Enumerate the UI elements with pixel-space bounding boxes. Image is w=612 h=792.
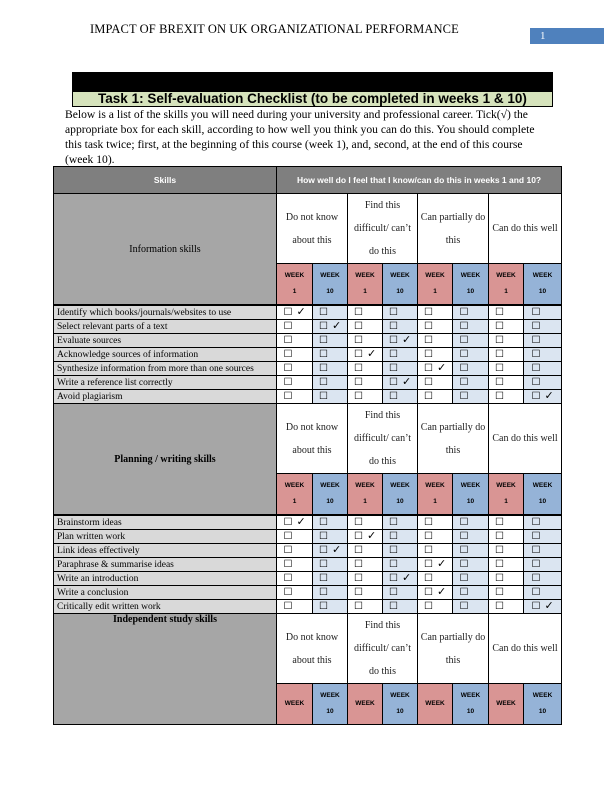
week-header <box>313 264 348 306</box>
option-header: Can partially do this <box>418 194 489 264</box>
table-row <box>54 572 562 586</box>
checkbox[interactable]: ☐ <box>531 516 541 528</box>
checkbox[interactable]: ☐ <box>424 516 433 528</box>
checkbox[interactable]: ☐ <box>354 349 363 360</box>
week-number: 10 <box>396 498 404 505</box>
checkbox[interactable]: ☐ <box>459 544 469 556</box>
checkbox[interactable]: ☐ <box>389 530 398 542</box>
checkbox[interactable]: ☐ <box>283 530 293 542</box>
checkbox[interactable]: ☐ <box>354 531 363 542</box>
checkbox[interactable]: ☐ <box>283 558 293 570</box>
checkbox[interactable]: ☐ <box>424 334 433 346</box>
tick-mark-icon: ✓ <box>366 348 377 360</box>
week-header <box>348 474 383 516</box>
checkbox[interactable]: ☐ <box>319 558 328 570</box>
tick-mark-icon: ✓ <box>544 600 554 612</box>
table-row <box>54 376 562 390</box>
checkbox[interactable]: ☐ <box>459 586 469 598</box>
checkbox[interactable]: ☐ <box>495 558 504 570</box>
week-number: 10 <box>538 708 547 715</box>
skills-checklist-table <box>53 166 562 725</box>
checkbox[interactable]: ☐ <box>495 530 504 542</box>
checkbox[interactable]: ☐ <box>283 334 293 346</box>
week-header <box>524 684 562 725</box>
checkbox[interactable]: ☐ <box>354 586 363 598</box>
week-header <box>453 684 489 725</box>
checkbox[interactable]: ☐ <box>459 320 469 332</box>
checkbox[interactable]: ☐ <box>354 516 363 528</box>
week-number: 10 <box>396 708 404 715</box>
checkbox[interactable]: ☐ <box>495 572 504 584</box>
week-label: WEEK <box>390 692 410 699</box>
week-number: 10 <box>326 708 334 715</box>
tick-mark-icon: ✓ <box>366 530 377 542</box>
skill-label: Write a conclusion <box>54 586 277 600</box>
checkbox[interactable]: ☐ <box>283 544 293 556</box>
checkbox[interactable]: ☐ <box>531 362 541 374</box>
checkbox[interactable]: ☐ <box>319 321 328 332</box>
week-label: WEEK <box>390 272 410 279</box>
checkbox[interactable]: ☐ <box>389 348 398 360</box>
section-label: Independent study skills <box>54 614 277 725</box>
skill-label: Link ideas effectively <box>54 544 277 558</box>
week-label: WEEK <box>425 700 445 707</box>
option-header: Can do this well <box>489 404 562 474</box>
week-label: WEEK <box>284 482 305 489</box>
checkbox[interactable]: ☐ <box>459 390 469 402</box>
checkbox[interactable]: ☐ <box>424 376 433 388</box>
checkbox[interactable]: ☐ <box>531 586 541 598</box>
checkbox[interactable]: ☐ <box>283 586 293 598</box>
checkbox[interactable]: ☐ <box>531 601 541 612</box>
week-label: WEEK <box>496 700 516 707</box>
checkbox[interactable]: ☐ <box>531 348 541 360</box>
skill-label: Synthesize information from more than one sources <box>54 362 277 376</box>
week-number: 10 <box>466 288 475 295</box>
question-column-header: How well do I feel that I know/can do this in weeks 1 and 10? <box>277 167 562 194</box>
week-header <box>453 474 489 516</box>
tick-mark-icon: ✓ <box>401 376 412 388</box>
checkbox[interactable]: ☐ <box>495 376 504 388</box>
table-row <box>54 515 562 530</box>
table-row <box>54 558 562 572</box>
checkbox[interactable]: ☐ <box>389 320 398 332</box>
checkbox[interactable]: ☐ <box>354 376 363 388</box>
week-header <box>453 264 489 306</box>
option-header: Can do this well <box>489 194 562 264</box>
checkbox[interactable]: ☐ <box>495 334 504 346</box>
week-label: WEEK <box>320 482 340 489</box>
table-row <box>54 320 562 334</box>
week-header <box>277 264 313 306</box>
checkbox[interactable]: ☐ <box>283 376 293 388</box>
checkbox[interactable]: ☐ <box>319 376 328 388</box>
task-title: Task 1: Self-evaluation Checklist (to be completed in weeks 1 & 10) <box>72 91 553 107</box>
week-label: WEEK <box>390 482 410 489</box>
week-header <box>313 474 348 516</box>
running-header: IMPACT OF BREXIT ON UK ORGANIZATIONAL PERFORMANCE <box>90 22 459 36</box>
checkbox[interactable]: ☐ <box>495 306 504 318</box>
week-number: 10 <box>466 708 475 715</box>
page-number: 1 <box>530 28 604 44</box>
week-number: 10 <box>466 498 475 505</box>
checkbox[interactable]: ☐ <box>283 600 293 612</box>
checkbox[interactable]: ☐ <box>424 390 433 402</box>
week-number: 10 <box>326 288 334 295</box>
week-number: 10 <box>326 498 334 505</box>
checkbox[interactable]: ☐ <box>283 362 293 374</box>
checkbox[interactable]: ☐ <box>495 586 504 598</box>
table-row <box>54 530 562 544</box>
checkbox[interactable]: ☐ <box>424 600 433 612</box>
checkbox[interactable]: ☐ <box>531 334 541 346</box>
skill-label: Write an introduction <box>54 572 277 586</box>
checkbox[interactable]: ☐ <box>459 516 469 528</box>
checkbox[interactable]: ☐ <box>354 334 363 346</box>
tick-mark-icon: ✓ <box>331 320 342 332</box>
checkbox[interactable]: ☐ <box>354 544 363 556</box>
checkbox[interactable]: ☐ <box>389 377 398 388</box>
checkbox[interactable]: ☐ <box>319 586 328 598</box>
checkbox[interactable]: ☐ <box>389 586 398 598</box>
checkbox[interactable]: ☐ <box>495 362 504 374</box>
week-label: WEEK <box>532 272 553 279</box>
checkbox[interactable]: ☐ <box>389 390 398 402</box>
week-number: 1 <box>504 288 508 295</box>
checkbox[interactable]: ☐ <box>354 362 363 374</box>
skill-label: Critically edit written work <box>54 600 277 614</box>
skill-label: Write a reference list correctly <box>54 376 277 390</box>
checkbox[interactable]: ☐ <box>531 320 541 332</box>
option-header: Can partially do this <box>418 614 489 684</box>
tick-mark-icon: ✓ <box>436 362 447 374</box>
week-number: 10 <box>538 288 547 295</box>
week-number: 10 <box>396 288 404 295</box>
option-header: Find this difficult/ can’t do this <box>348 614 418 684</box>
checkbox[interactable]: ☐ <box>319 530 328 542</box>
week-number: 1 <box>292 288 297 295</box>
table-row <box>54 600 562 614</box>
week-number: 1 <box>433 288 437 295</box>
checkbox[interactable]: ☐ <box>389 335 398 346</box>
week-label: WEEK <box>532 692 553 699</box>
table-row <box>54 544 562 558</box>
section-label: Information skills <box>54 194 277 306</box>
checkbox[interactable]: ☐ <box>319 362 328 374</box>
week-number: 1 <box>433 498 437 505</box>
checkbox[interactable]: ☐ <box>531 530 541 542</box>
skill-label: Evaluate sources <box>54 334 277 348</box>
tick-mark-icon: ✓ <box>331 544 342 556</box>
checkbox[interactable]: ☐ <box>319 334 328 346</box>
checkbox[interactable]: ☐ <box>354 306 363 318</box>
skill-label: Select relevant parts of a text <box>54 320 277 334</box>
checkbox[interactable]: ☐ <box>459 558 469 570</box>
checkbox[interactable]: ☐ <box>389 516 398 528</box>
week-header <box>383 474 418 516</box>
checkbox[interactable]: ☐ <box>389 573 398 584</box>
table-row <box>54 390 562 404</box>
option-header: Can partially do this <box>418 404 489 474</box>
skill-label: Plan written work <box>54 530 277 544</box>
checkbox[interactable]: ☐ <box>283 348 293 360</box>
week-header <box>489 684 524 725</box>
week-label: WEEK <box>284 272 305 279</box>
title-bar <box>72 72 553 92</box>
week-number: 1 <box>292 498 297 505</box>
week-label: WEEK <box>425 482 445 489</box>
checkbox[interactable]: ☐ <box>319 306 328 318</box>
checkbox[interactable]: ☐ <box>354 558 363 570</box>
checkbox[interactable]: ☐ <box>531 306 541 318</box>
skill-label: Brainstorm ideas <box>54 515 277 530</box>
tick-mark-icon: ✓ <box>401 334 412 346</box>
checkbox[interactable]: ☐ <box>424 544 433 556</box>
table-row <box>54 586 562 600</box>
week-label: WEEK <box>460 692 481 699</box>
checkbox[interactable]: ☐ <box>459 362 469 374</box>
checkbox[interactable]: ☐ <box>459 600 469 612</box>
week-header <box>277 684 313 725</box>
week-number: 10 <box>538 498 547 505</box>
task-intro: Below is a list of the skills you will need during your university and professional career. Tick(√) the appropriate box for each skill, according to how well you think you can do this. You should complete this task twice; first, at the beginning of this course (week 1), and, second, at the end of this course (week 10). <box>65 108 535 166</box>
week-label: WEEK <box>425 272 445 279</box>
week-header <box>524 474 562 516</box>
checkbox[interactable]: ☐ <box>531 544 541 556</box>
week-number: 1 <box>363 498 367 505</box>
checkbox[interactable]: ☐ <box>389 306 398 318</box>
checkbox[interactable]: ☐ <box>283 390 293 402</box>
checkbox[interactable]: ☐ <box>459 376 469 388</box>
checkbox[interactable]: ☐ <box>459 334 469 346</box>
checkbox[interactable]: ☐ <box>495 544 504 556</box>
checkbox[interactable]: ☐ <box>283 572 293 584</box>
checkbox[interactable]: ☐ <box>424 348 433 360</box>
checkbox[interactable]: ☐ <box>354 320 363 332</box>
skills-column-header: Skills <box>54 167 277 194</box>
tick-mark-icon: ✓ <box>436 558 447 570</box>
checkbox[interactable]: ☐ <box>424 320 433 332</box>
week-header <box>524 264 562 306</box>
checkbox[interactable]: ☐ <box>424 306 433 318</box>
week-header <box>418 684 453 725</box>
checkbox[interactable]: ☐ <box>424 530 433 542</box>
checkbox[interactable]: ☐ <box>459 530 469 542</box>
checkbox[interactable]: ☐ <box>319 600 328 612</box>
option-header: Find this difficult/ can’t do this <box>348 404 418 474</box>
checkbox[interactable]: ☐ <box>424 559 433 570</box>
checkbox[interactable]: ☐ <box>319 572 328 584</box>
week-label: WEEK <box>355 272 375 279</box>
checkbox[interactable]: ☐ <box>283 517 293 528</box>
week-header <box>418 474 453 516</box>
week-label: WEEK <box>355 700 375 707</box>
checkbox[interactable]: ☐ <box>495 390 504 402</box>
checkbox[interactable]: ☐ <box>389 544 398 556</box>
week-label: WEEK <box>355 482 375 489</box>
checkbox[interactable]: ☐ <box>319 348 328 360</box>
week-number: 1 <box>504 498 508 505</box>
checkbox[interactable]: ☐ <box>319 516 328 528</box>
week-label: WEEK <box>284 700 305 707</box>
week-label: WEEK <box>496 272 516 279</box>
week-label: WEEK <box>460 482 481 489</box>
week-label: WEEK <box>460 272 481 279</box>
checkbox[interactable]: ☐ <box>531 572 541 584</box>
checkbox[interactable]: ☐ <box>495 516 504 528</box>
checkbox[interactable]: ☐ <box>424 572 433 584</box>
week-number: 1 <box>363 288 367 295</box>
checkbox[interactable]: ☐ <box>531 391 541 402</box>
option-header: Can do this well <box>489 614 562 684</box>
week-header <box>489 264 524 306</box>
checkbox[interactable]: ☐ <box>531 558 541 570</box>
section-label: Planning / writing skills <box>54 404 277 516</box>
week-header <box>418 264 453 306</box>
week-header <box>489 474 524 516</box>
checkbox[interactable]: ☐ <box>389 362 398 374</box>
week-header <box>383 264 418 306</box>
checkbox[interactable]: ☐ <box>424 587 433 598</box>
tick-mark-icon: ✓ <box>436 586 447 598</box>
table-row <box>54 334 562 348</box>
option-header: Do not know about this <box>277 404 348 474</box>
table-row <box>54 348 562 362</box>
skill-label: Identify which books/journals/websites to use <box>54 305 277 320</box>
week-header <box>313 684 348 725</box>
checkbox[interactable]: ☐ <box>531 376 541 388</box>
checkbox[interactable]: ☐ <box>354 390 363 402</box>
skill-label: Acknowledge sources of information <box>54 348 277 362</box>
checkbox[interactable]: ☐ <box>459 306 469 318</box>
checkbox[interactable]: ☐ <box>283 307 293 318</box>
checkbox[interactable]: ☐ <box>424 363 433 374</box>
week-label: WEEK <box>320 692 340 699</box>
table-row <box>54 305 562 320</box>
week-label: WEEK <box>532 482 553 489</box>
checkbox[interactable]: ☐ <box>495 600 504 612</box>
option-header: Do not know about this <box>277 194 348 264</box>
checkbox[interactable]: ☐ <box>283 320 293 332</box>
checkbox[interactable]: ☐ <box>495 348 504 360</box>
checkbox[interactable]: ☐ <box>389 558 398 570</box>
tick-mark-icon: ✓ <box>296 516 306 528</box>
checkbox[interactable]: ☐ <box>354 572 363 584</box>
week-label: WEEK <box>496 482 516 489</box>
option-header: Do not know about this <box>277 614 348 684</box>
checkbox[interactable]: ☐ <box>319 390 328 402</box>
skill-label: Avoid plagiarism <box>54 390 277 404</box>
week-header <box>277 474 313 516</box>
week-header <box>348 264 383 306</box>
tick-mark-icon: ✓ <box>544 390 554 402</box>
tick-mark-icon: ✓ <box>401 572 412 584</box>
option-header: Find this difficult/ can’t do this <box>348 194 418 264</box>
checkbox[interactable]: ☐ <box>319 545 328 556</box>
checkbox[interactable]: ☐ <box>495 320 504 332</box>
skill-label: Paraphrase & summarise ideas <box>54 558 277 572</box>
tick-mark-icon: ✓ <box>296 306 306 318</box>
week-header <box>348 684 383 725</box>
week-label: WEEK <box>320 272 340 279</box>
checkbox[interactable]: ☐ <box>459 348 469 360</box>
checkbox[interactable]: ☐ <box>389 600 398 612</box>
checkbox[interactable]: ☐ <box>459 572 469 584</box>
table-row <box>54 362 562 376</box>
checkbox[interactable]: ☐ <box>354 600 363 612</box>
week-header <box>383 684 418 725</box>
